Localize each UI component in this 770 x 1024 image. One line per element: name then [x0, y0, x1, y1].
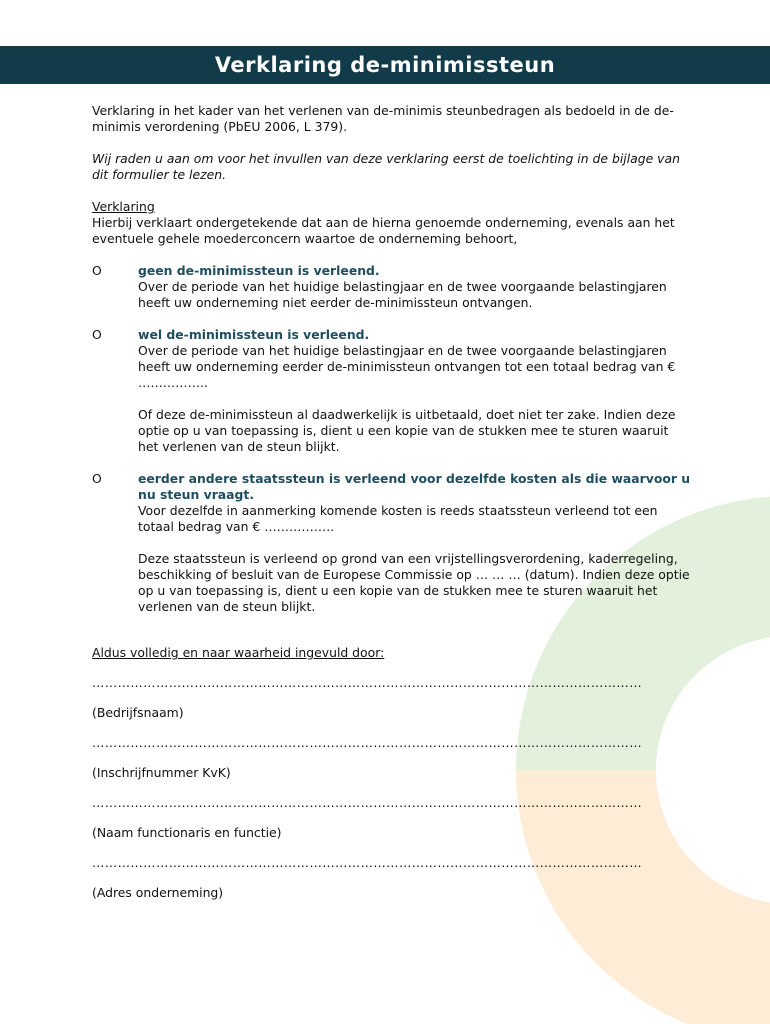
option-text: Over de periode van het huidige belastingjaar en de twee voorgaande belastingjaren heeft uw onderneming eerder de-minimissteun ontvangen tot een totaal bedrag van € ……………..: [138, 343, 676, 390]
company-name-label: (Bedrijfsnaam): [92, 705, 184, 720]
option-radio-marker[interactable]: O: [92, 263, 102, 278]
option-text: Voor dezelfde in aanmerking komende kosten is reeds staatssteun verleend tot een totaal bedrag van € ……………..: [138, 503, 658, 534]
officer-name-label: (Naam functionaris en functie): [92, 825, 282, 840]
option-radio-marker[interactable]: O: [92, 327, 102, 342]
company-address-label: (Adres onderneming): [92, 885, 224, 900]
document-body: [92, 103, 692, 915]
intro-paragraph: Verklaring in het kader van het verlenen van de-minimis steunbedragen als bedoeld in de de-minimis verordening (PbEU 2006, L 379).: [92, 103, 674, 134]
option-title: geen de-minimissteun is verleend.: [138, 263, 380, 278]
option-extra-text: Of deze de-minimissteun al daadwerkelijk is uitbetaald, doet niet ter zake. Indien deze optie op u van toepassing is, dient u een kopie van de stukken mee te sturen waaruit het verlenen van de steun blijkt.: [138, 407, 676, 454]
company-name-field[interactable]: …………………………………………………………………………………………………………………: [92, 675, 642, 690]
option-title: eerder andere staatssteun is verleend voor dezelfde kosten als die waarvoor u nu steun vraagt.: [138, 471, 691, 502]
kvk-number-label: (Inschrijfnummer KvK): [92, 765, 231, 780]
declaration-text: Hierbij verklaart ondergetekende dat aan de hierna genoemde onderneming, evenals aan het eventuele gehele moederconcern waartoe de onderneming behoort,: [92, 215, 675, 246]
declaration-section: [92, 199, 692, 247]
option-deminimis-granted[interactable]: [92, 327, 692, 455]
signature-intro: Aldus volledig en naar waarheid ingevuld door:: [92, 645, 385, 660]
option-other-state-aid[interactable]: [92, 471, 692, 615]
advice-paragraph: Wij raden u aan om voor het invullen van deze verklaring eerst de toelichting in de bijlage van dit formulier te lezen.: [92, 151, 680, 182]
page-title: Verklaring de-minimissteun: [214, 53, 556, 77]
option-no-deminimis[interactable]: [92, 263, 692, 311]
declaration-heading: Verklaring: [92, 199, 155, 214]
option-text: Over de periode van het huidige belastingjaar en de twee voorgaande belastingjaren heeft uw onderneming niet eerder de-minimissteun ontvangen.: [138, 279, 667, 310]
option-title: wel de-minimissteun is verleend.: [138, 327, 370, 342]
option-extra-text: Deze staatssteun is verleend op grond van een vrijstellingsverordening, kaderregeling, beschikking of besluit van de Europese Commissie op … … … (datum). Indien deze optie op u van toepassing is, dient u een kopie van de stukken mee te sturen waaruit het verlenen van de steun blijkt.: [138, 551, 690, 614]
officer-name-field[interactable]: …………………………………………………………………………………………………………………: [92, 795, 642, 810]
kvk-number-field[interactable]: …………………………………………………………………………………………………………………: [92, 735, 642, 750]
title-banner: [0, 46, 770, 84]
company-address-field[interactable]: …………………………………………………………………………………………………………………: [92, 855, 642, 870]
option-radio-marker[interactable]: O: [92, 471, 102, 486]
